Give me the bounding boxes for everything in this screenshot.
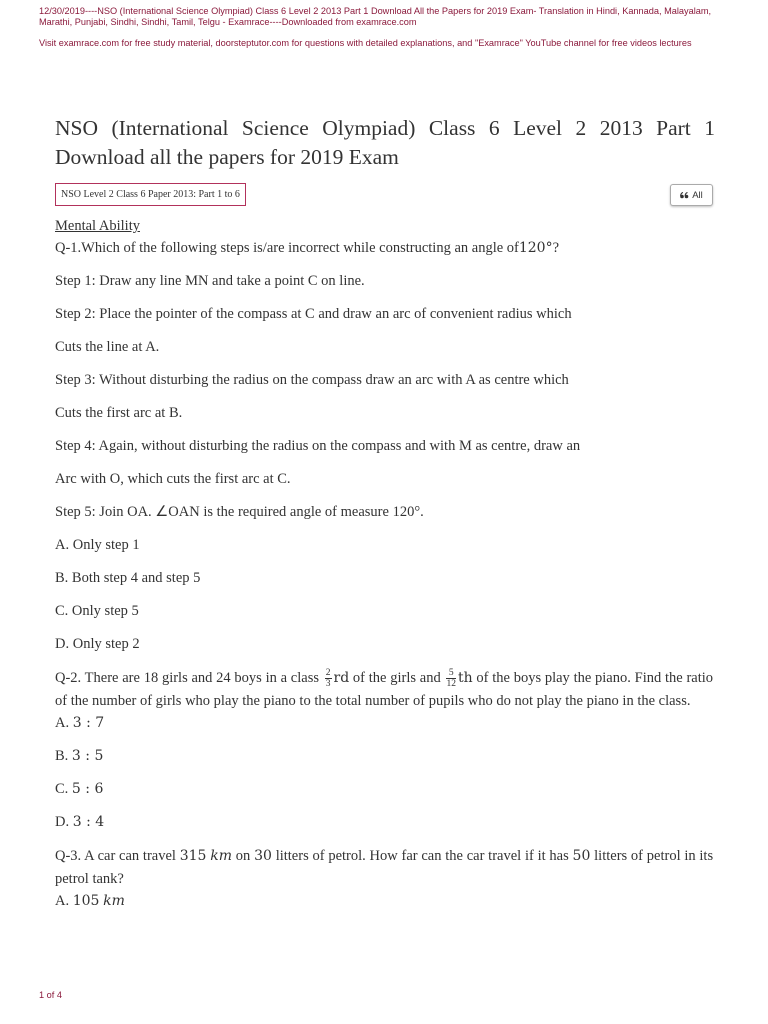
question-2 bbox=[55, 667, 713, 713]
fraction-denominator: 3 bbox=[325, 679, 331, 690]
step-line: Step 5: Join OA. ∠OAN is the required angle of measure 120°. bbox=[55, 504, 424, 520]
question-3-part3: litters of petrol. How far can the car travel if it has bbox=[275, 848, 569, 864]
distance-unit: km bbox=[210, 848, 233, 864]
all-button-label: All bbox=[692, 189, 703, 201]
question-2-part2: of the girls and bbox=[352, 670, 441, 686]
option-c: C. Only step 5 bbox=[55, 603, 139, 619]
option-b bbox=[55, 746, 713, 779]
paper-tag[interactable]: NSO Level 2 Class 6 Paper 2013: Part 1 to 6 bbox=[55, 183, 246, 206]
step-line: Cuts the line at A. bbox=[55, 339, 160, 355]
step-line: Step 3: Without disturbing the radius on the compass draw an arc with A as centre which bbox=[55, 372, 569, 388]
ratio-value: 3 : 7 bbox=[72, 715, 105, 731]
step-line: Step 2: Place the pointer of the compass at C and draw an arc of convenient radius which bbox=[55, 306, 572, 322]
fraction-five-twelfths bbox=[446, 668, 456, 689]
step-line: Cuts the first arc at B. bbox=[55, 405, 183, 421]
quote-icon bbox=[680, 192, 689, 199]
option-label: A. bbox=[55, 893, 70, 909]
header-text: 12/30/2019----NSO (International Science Olympiad) Class 6 Level 2 2013 Part 1 Download All the Papers for 2019 Exam- Translation in Hindi, Kannada, Malayalam, Marathi, Punjabi, Sindhi, Sindhi, Tamil, Telgu - Examrace----Downloaded from examrace.com bbox=[39, 6, 712, 27]
question-3-part2: on bbox=[235, 848, 251, 864]
document-header bbox=[39, 6, 719, 49]
page-title: NSO (International Science Olympiad) Class 6 Level 2 2013 Part 1 Download all the papers for 2019 Exam bbox=[55, 116, 715, 169]
ratio-value: 5 : 6 bbox=[71, 781, 104, 797]
fraction-two-thirds bbox=[325, 668, 332, 689]
question-3-part1: Q-3. A car can travel bbox=[55, 848, 176, 864]
step-line: Arc with O, which cuts the first arc at C. bbox=[55, 471, 291, 487]
option-label: D. bbox=[55, 814, 70, 830]
distance-value: 105 bbox=[72, 893, 100, 909]
litres-value: 50 bbox=[572, 848, 591, 864]
distance-unit: km bbox=[103, 893, 125, 909]
page-number: 1 of 4 bbox=[39, 990, 62, 1000]
ratio-value: 3 : 5 bbox=[71, 748, 104, 764]
option-label: C. bbox=[55, 781, 69, 797]
question-3-part4: litters of petrol in its petrol tank? bbox=[55, 848, 714, 887]
step-line: Step 4: Again, without disturbing the radius on the compass and with M as centre, draw an bbox=[55, 438, 581, 454]
angle-value: 120° bbox=[518, 240, 553, 256]
litres-value: 30 bbox=[254, 848, 272, 864]
option-a bbox=[55, 713, 713, 746]
option-a bbox=[55, 891, 713, 924]
option-label: B. bbox=[55, 748, 69, 764]
fraction-numerator: 5 bbox=[446, 668, 456, 679]
option-d bbox=[55, 812, 713, 845]
question-1-end: ? bbox=[552, 240, 560, 256]
option-c bbox=[55, 779, 713, 812]
question-3 bbox=[55, 845, 713, 891]
fraction-numerator: 2 bbox=[325, 668, 331, 679]
visit-text: Visit examrace.com for free study material, doorsteptutor.com for questions with detailed explanations, and "Examrace" YouTube channel for free videos lectures bbox=[39, 38, 692, 48]
option-label: A. bbox=[55, 715, 70, 731]
option-b: B. Both step 4 and step 5 bbox=[55, 570, 201, 586]
fraction-suffix: th bbox=[457, 670, 473, 686]
distance-value: 315 bbox=[179, 848, 207, 864]
option-d: D. Only step 2 bbox=[55, 636, 140, 652]
question-2-part1: Q-2. There are 18 girls and 24 boys in a class bbox=[55, 670, 319, 686]
fraction-suffix: rd bbox=[333, 670, 350, 686]
question-1-text: Q-1.Which of the following steps is/are incorrect while constructing an angle of bbox=[55, 240, 519, 256]
main-content bbox=[55, 214, 713, 924]
all-button[interactable] bbox=[670, 184, 713, 206]
question-1 bbox=[55, 238, 713, 271]
section-heading: Mental Ability bbox=[55, 218, 140, 234]
question-2-part3: of the boys play the piano. Find the ratio of the number of girls who play the piano to the total number of pupils who do not play the piano in the class. bbox=[55, 670, 714, 709]
option-a: A. Only step 1 bbox=[55, 537, 140, 553]
ratio-value: 3 : 4 bbox=[72, 814, 105, 830]
step-line: Step 1: Draw any line MN and take a point C on line. bbox=[55, 273, 365, 289]
fraction-denominator: 12 bbox=[446, 679, 456, 690]
